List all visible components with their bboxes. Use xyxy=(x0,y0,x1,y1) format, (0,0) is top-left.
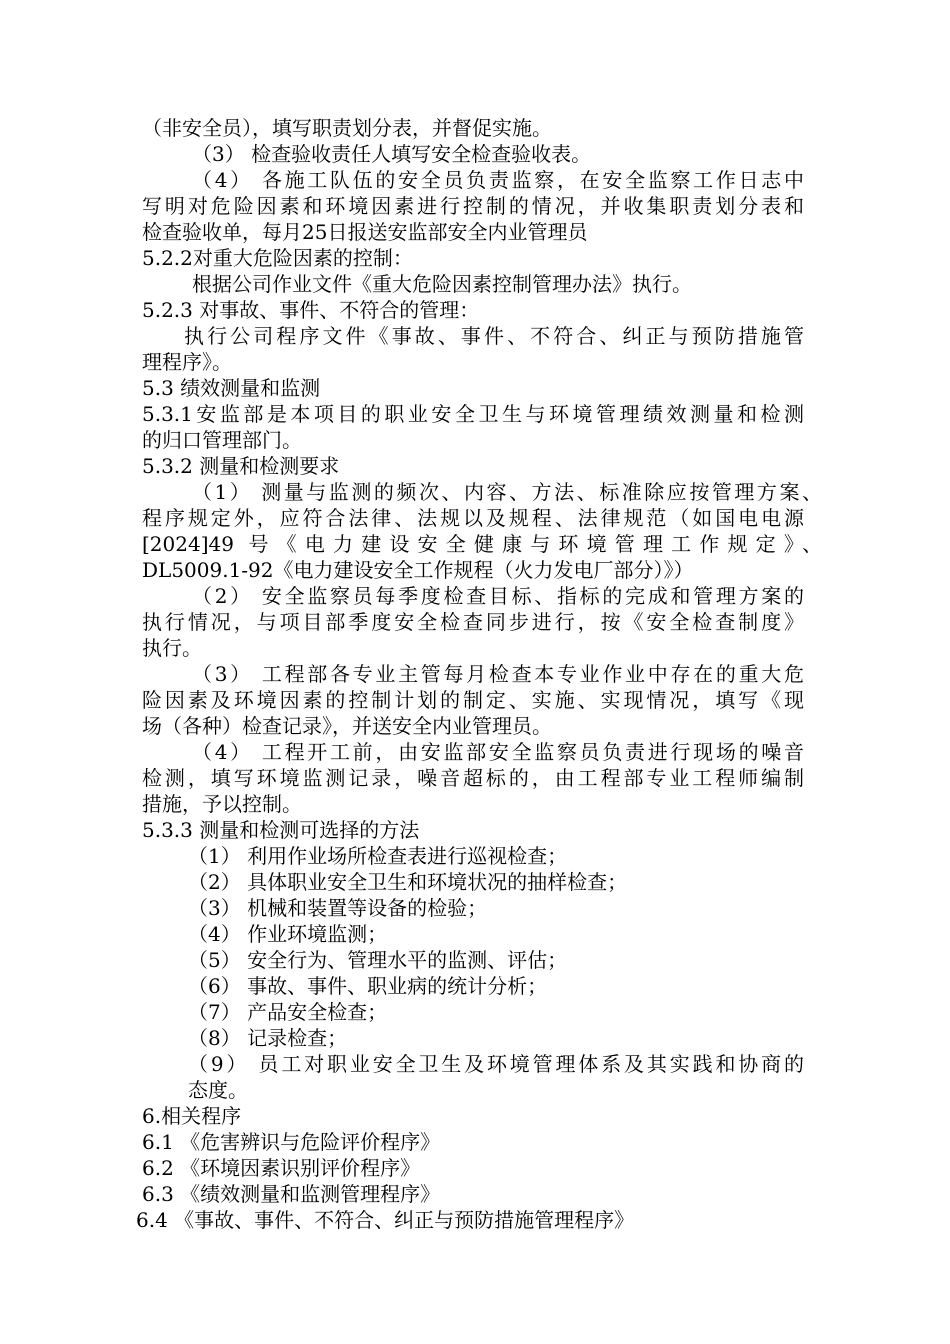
section-heading: 6.相关程序 xyxy=(142,1104,242,1128)
text-line: 执行。 xyxy=(142,636,202,660)
procedure-item: 6.1 《危害辨识与危险评价程序》 xyxy=(142,1130,441,1154)
text-line: （4） 工程开工前，由安监部安全监察员负责进行现场的噪音 xyxy=(192,740,804,764)
procedure-item: 6.2 《环境因素识别评价程序》 xyxy=(142,1156,421,1180)
list-item: （8） 记录检查； xyxy=(188,1026,348,1050)
text-line: 执行公司程序文件《事故、事件、不符合、纠正与预防措施管 xyxy=(184,324,804,348)
text-line: DL5009.1-92《电力建设安全工作规程（火力发电厂部分）》） xyxy=(142,558,694,582)
list-item: （6） 事故、事件、职业病的统计分析； xyxy=(188,974,548,998)
text-line: 检查验收单，每月25日报送安监部安全内业管理员 xyxy=(142,220,588,244)
text-line: 的归口管理部门。 xyxy=(142,428,302,452)
text-line: 5.3.1安监部是本项目的职业安全卫生与环境管理绩效测量和检测 xyxy=(142,402,804,426)
section-heading: 5.2.3 对事故、事件、不符合的管理： xyxy=(142,298,480,322)
text-line: 态度。 xyxy=(188,1078,248,1102)
text-line: 写明对危险因素和环境因素进行控制的情况，并收集职责划分表和 xyxy=(142,194,804,218)
text-line: （非安全员），填写职责划分表，并督促实施。 xyxy=(142,116,552,140)
text-line: 场（各种）检查记录》，并送安全内业管理员。 xyxy=(142,714,552,738)
text-line: 险因素及环境因素的控制计划的制定、实施、实现情况，填写《现 xyxy=(142,688,804,712)
procedure-item: 6.4 《事故、事件、不符合、纠正与预防措施管理程序》 xyxy=(136,1208,635,1232)
text-line: （3） 工程部各专业主管每月检查本专业作业中存在的重大危 xyxy=(192,662,804,686)
list-item: （4） 作业环境监测； xyxy=(188,922,388,946)
text-line: 措施，予以控制。 xyxy=(142,792,302,816)
list-item: （7） 产品安全检查； xyxy=(188,1000,388,1024)
text-line: （1） 测量与监测的频次、内容、方法、标准除应按管理方案、 xyxy=(192,480,822,504)
list-item: （9） 员工对职业安全卫生及环境管理体系及其实践和协商的 xyxy=(188,1052,804,1076)
text-line: 理程序》。 xyxy=(142,350,232,374)
section-heading: 5.3.2 测量和检测要求 xyxy=(142,454,340,478)
section-heading: 5.2.2对重大危险因素的控制： xyxy=(142,246,413,270)
text-line: 执行情况，与项目部季度安全检查同步进行，按《安全检查制度》 xyxy=(142,610,804,634)
section-heading: 5.3.3 测量和检测可选择的方法 xyxy=(142,818,420,842)
procedure-item: 6.3 《绩效测量和监测管理程序》 xyxy=(142,1182,441,1206)
list-item: （1） 利用作业场所检查表进行巡视检查； xyxy=(188,844,568,868)
list-item: （5） 安全行为、管理水平的监测、评估； xyxy=(188,948,568,972)
section-heading: 5.3 绩效测量和监测 xyxy=(142,376,321,400)
text-line: （4） 各施工队伍的安全员负责监察，在安全监察工作日志中 xyxy=(192,168,804,192)
text-line: 根据公司作业文件《重大危险因素控制管理办法》执行。 xyxy=(192,272,692,296)
text-line: （2） 安全监察员每季度检查目标、指标的完成和管理方案的 xyxy=(192,584,804,608)
text-line: [2024]49 号《电力建设安全健康与环境管理工作规定》、 xyxy=(142,532,822,556)
text-line: 程序规定外，应符合法律、法规以及规程、法律规范（如国电电源 xyxy=(142,506,804,530)
text-line: （3） 检查验收责任人填写安全检查验收表。 xyxy=(192,142,592,166)
list-item: （3） 机械和装置等设备的检验； xyxy=(188,896,488,920)
text-line: 检测，填写环境监测记录，噪音超标的，由工程部专业工程师编制 xyxy=(142,766,804,790)
list-item: （2） 具体职业安全卫生和环境状况的抽样检查； xyxy=(188,870,628,894)
